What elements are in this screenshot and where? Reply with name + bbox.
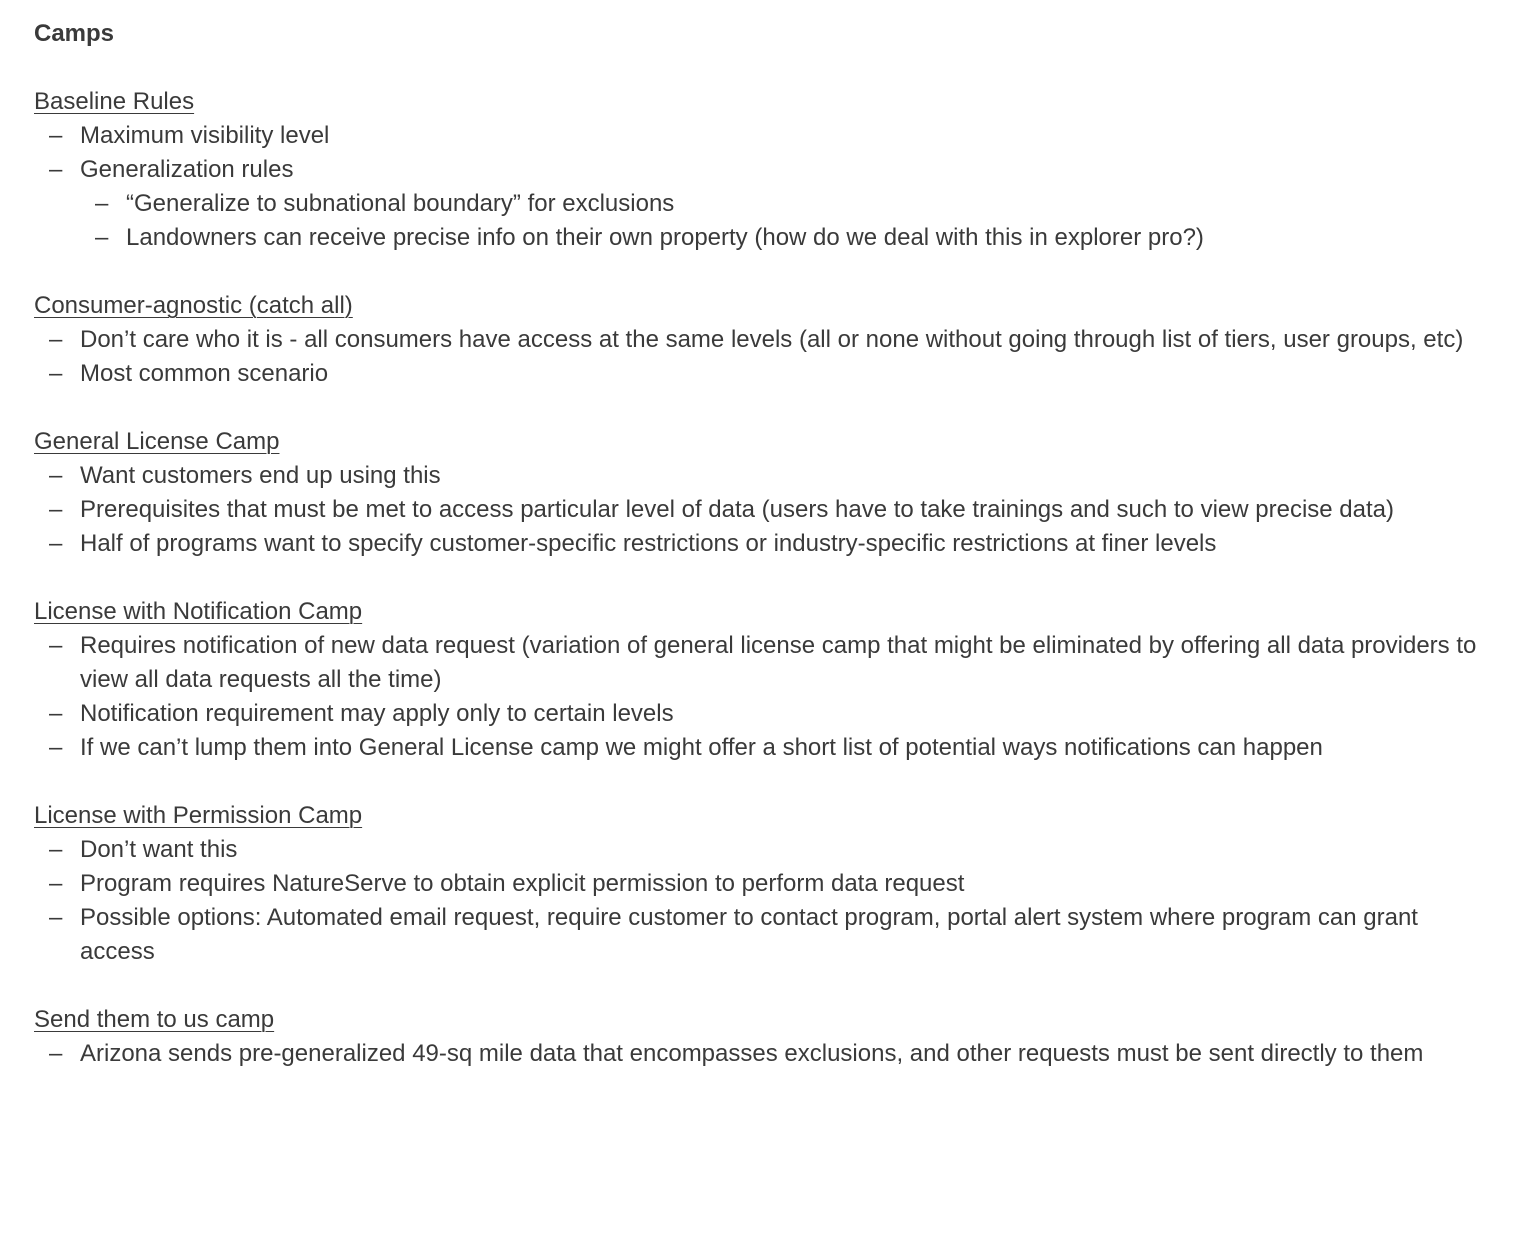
list-item-text: Requires notification of new data request (variation of general license camp that might be eliminated by offering all data providers to view all data requests all the time) [80, 632, 1477, 693]
section [34, 595, 1482, 765]
list-item-text: Half of programs want to specify customer-specific restrictions or industry-specific restrictions at finer levels [80, 530, 1217, 557]
list-item [34, 629, 1482, 697]
list-item [34, 153, 1482, 187]
bullet-dash: – [49, 156, 63, 183]
bullet-dash: – [49, 870, 63, 897]
sub-list-item [34, 187, 1482, 221]
list-item [34, 119, 1482, 153]
bullet-dash: – [49, 632, 63, 659]
list-item [34, 527, 1482, 561]
sub-list-wrapper [34, 187, 1482, 255]
list-item-text: Maximum visibility level [80, 122, 330, 149]
bullet-list [34, 1037, 1482, 1071]
section [34, 799, 1482, 969]
sub-list [34, 187, 1482, 255]
bullet-list [34, 833, 1482, 969]
section [34, 425, 1482, 561]
bullet-dash: – [49, 734, 63, 761]
bullet-dash: – [49, 904, 63, 931]
list-item-text: Want customers end up using this [80, 462, 441, 489]
sub-list-item [34, 221, 1482, 255]
section-heading: License with Notification Camp [34, 598, 363, 625]
bullet-list [34, 119, 1482, 255]
bullet-dash: – [49, 122, 63, 149]
bullet-dash: – [49, 462, 63, 489]
section-spacer [34, 255, 1482, 289]
list-item-text: Arizona sends pre-generalized 49-sq mile data that encompasses exclusions, and other requests must be sent directly to them [80, 1040, 1424, 1067]
bullet-dash: – [49, 530, 63, 557]
section-spacer [34, 765, 1482, 799]
section-spacer [34, 51, 1482, 85]
list-item-text: Program requires NatureServe to obtain explicit permission to perform data request [80, 870, 965, 897]
list-item-text: “Generalize to subnational boundary” for exclusions [126, 190, 675, 217]
list-item [34, 323, 1482, 357]
list-item [34, 901, 1482, 969]
section [34, 1003, 1482, 1071]
list-item-text: Notification requirement may apply only to certain levels [80, 700, 674, 727]
section-spacer [34, 391, 1482, 425]
bullet-dash: – [95, 190, 109, 217]
section-heading: General License Camp [34, 428, 280, 455]
list-item [34, 459, 1482, 493]
list-item [34, 697, 1482, 731]
list-item [34, 493, 1482, 527]
bullet-list [34, 459, 1482, 561]
bullet-dash: – [49, 326, 63, 353]
list-item-text: Generalization rules [80, 156, 294, 183]
section [34, 85, 1482, 255]
bullet-list [34, 323, 1482, 391]
bullet-dash: – [95, 224, 109, 251]
list-item-text: Possible options: Automated email request, require customer to contact program, portal alert system where program can grant access [80, 904, 1418, 965]
list-item-text: Don’t care who it is - all consumers have access at the same levels (all or none without going through list of tiers, user groups, etc) [80, 326, 1464, 353]
section-heading: License with Permission Camp [34, 802, 363, 829]
list-item [34, 1037, 1482, 1071]
bullet-list [34, 629, 1482, 765]
section-spacer [34, 561, 1482, 595]
list-item [34, 867, 1482, 901]
list-item-text: Don’t want this [80, 836, 238, 863]
sections-container [34, 51, 1482, 1071]
list-item-text: Prerequisites that must be met to access particular level of data (users have to take trainings and such to view precise data) [80, 496, 1394, 523]
section-heading: Consumer-agnostic (catch all) [34, 292, 353, 319]
list-item [34, 731, 1482, 765]
bullet-dash: – [49, 836, 63, 863]
bullet-dash: – [49, 496, 63, 523]
section-heading: Send them to us camp [34, 1006, 275, 1033]
bullet-dash: – [49, 1040, 63, 1067]
section-heading: Baseline Rules [34, 88, 195, 115]
document-title: Camps [34, 20, 115, 47]
section [34, 289, 1482, 391]
list-item-text: Landowners can receive precise info on their own property (how do we deal with this in explorer pro?) [126, 224, 1204, 251]
list-item-text: Most common scenario [80, 360, 329, 387]
list-item [34, 833, 1482, 867]
list-item-text: If we can’t lump them into General License camp we might offer a short list of potential ways notifications can happen [80, 734, 1323, 761]
bullet-dash: – [49, 360, 63, 387]
bullet-dash: – [49, 700, 63, 727]
list-item [34, 357, 1482, 391]
section-spacer [34, 969, 1482, 1003]
